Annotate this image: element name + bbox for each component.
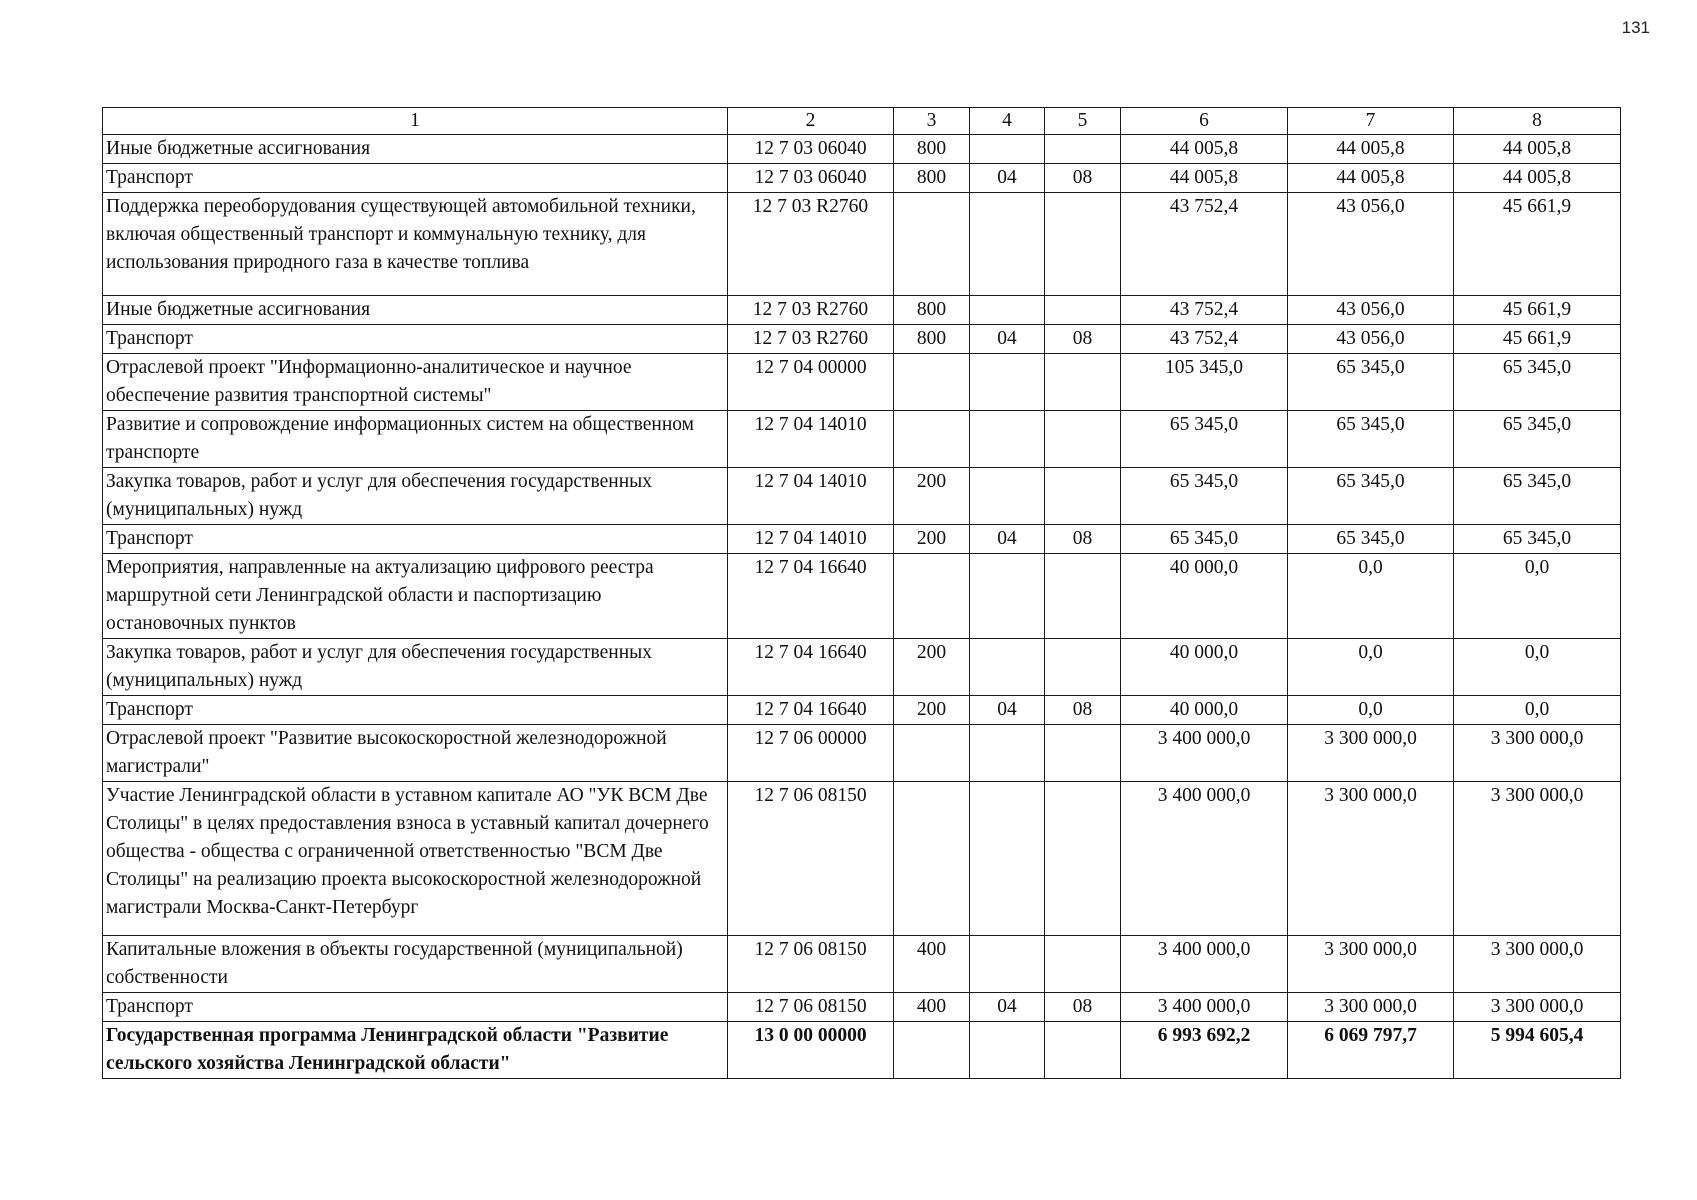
amount-col6-cell: 3 400 000,0 — [1121, 725, 1288, 782]
target-article-code-cell: 13 0 00 00000 — [728, 1022, 894, 1079]
target-article-code-cell: 12 7 04 14010 — [728, 525, 894, 554]
amount-col8-cell: 3 300 000,0 — [1454, 936, 1621, 993]
amount-col7-cell: 65 345,0 — [1288, 468, 1454, 525]
section-cell — [970, 354, 1045, 411]
section-cell — [970, 193, 1045, 296]
table-row — [103, 993, 1621, 1022]
amount-col6-cell: 3 400 000,0 — [1121, 936, 1288, 993]
expense-type-cell — [894, 354, 970, 411]
row-name-cell: Транспорт — [103, 696, 728, 725]
column-header-1: 1 — [103, 108, 728, 135]
subsection-cell: 08 — [1045, 325, 1121, 354]
amount-col6-cell: 44 005,8 — [1121, 164, 1288, 193]
amount-col6-cell: 65 345,0 — [1121, 468, 1288, 525]
section-cell: 04 — [970, 325, 1045, 354]
amount-col7-cell: 44 005,8 — [1288, 135, 1454, 164]
expense-type-cell: 200 — [894, 468, 970, 525]
amount-col8-cell: 65 345,0 — [1454, 354, 1621, 411]
row-name-cell: Государственная программа Ленинградской области "Развитие сельского хозяйства Ленинградской области" — [103, 1022, 728, 1079]
expense-type-cell — [894, 1022, 970, 1079]
amount-col6-cell: 40 000,0 — [1121, 554, 1288, 639]
expense-type-cell: 400 — [894, 993, 970, 1022]
subsection-cell — [1045, 936, 1121, 993]
table-row — [103, 325, 1621, 354]
subsection-cell — [1045, 135, 1121, 164]
amount-col6-cell: 65 345,0 — [1121, 525, 1288, 554]
amount-col8-cell: 3 300 000,0 — [1454, 725, 1621, 782]
page-number: 131 — [1621, 18, 1650, 37]
row-name-cell: Отраслевой проект "Информационно-аналитическое и научное обеспечение развития транспортной системы" — [103, 354, 728, 411]
subsection-cell — [1045, 725, 1121, 782]
table-row — [103, 1022, 1621, 1079]
amount-col7-cell: 6 069 797,7 — [1288, 1022, 1454, 1079]
row-name-cell: Поддержка переоборудования существующей автомобильной техники, включая общественный транспорт и коммунальную технику, для использования природного газа в качестве топлива — [103, 193, 728, 296]
subsection-cell: 08 — [1045, 164, 1121, 193]
amount-col6-cell: 43 752,4 — [1121, 325, 1288, 354]
section-cell — [970, 725, 1045, 782]
subsection-cell — [1045, 554, 1121, 639]
amount-col6-cell: 3 400 000,0 — [1121, 993, 1288, 1022]
table-row — [103, 696, 1621, 725]
expense-type-cell: 200 — [894, 696, 970, 725]
amount-col6-cell: 105 345,0 — [1121, 354, 1288, 411]
section-cell — [970, 936, 1045, 993]
expense-type-cell — [894, 193, 970, 296]
section-cell — [970, 296, 1045, 325]
amount-col7-cell: 44 005,8 — [1288, 164, 1454, 193]
section-cell: 04 — [970, 525, 1045, 554]
amount-col6-cell: 6 993 692,2 — [1121, 1022, 1288, 1079]
section-cell — [970, 1022, 1045, 1079]
amount-col7-cell: 0,0 — [1288, 696, 1454, 725]
row-name-cell: Отраслевой проект "Развитие высокоскоростной железнодорожной магистрали" — [103, 725, 728, 782]
amount-col7-cell: 65 345,0 — [1288, 411, 1454, 468]
amount-col8-cell: 45 661,9 — [1454, 296, 1621, 325]
target-article-code-cell: 12 7 03 R2760 — [728, 325, 894, 354]
expense-type-cell: 800 — [894, 296, 970, 325]
target-article-code-cell: 12 7 03 06040 — [728, 164, 894, 193]
section-cell — [970, 782, 1045, 936]
row-name-cell: Транспорт — [103, 525, 728, 554]
row-name-cell: Транспорт — [103, 325, 728, 354]
expense-type-cell: 800 — [894, 164, 970, 193]
expense-type-cell: 200 — [894, 639, 970, 696]
amount-col7-cell: 43 056,0 — [1288, 325, 1454, 354]
amount-col8-cell: 65 345,0 — [1454, 468, 1621, 525]
target-article-code-cell: 12 7 03 R2760 — [728, 296, 894, 325]
section-cell — [970, 554, 1045, 639]
amount-col6-cell: 43 752,4 — [1121, 296, 1288, 325]
row-name-cell: Закупка товаров, работ и услуг для обеспечения государственных (муниципальных) нужд — [103, 639, 728, 696]
table-row — [103, 725, 1621, 782]
target-article-code-cell: 12 7 04 16640 — [728, 696, 894, 725]
section-cell — [970, 468, 1045, 525]
column-header-8: 8 — [1454, 108, 1621, 135]
subsection-cell — [1045, 193, 1121, 296]
section-cell — [970, 411, 1045, 468]
amount-col7-cell: 43 056,0 — [1288, 296, 1454, 325]
section-cell: 04 — [970, 164, 1045, 193]
row-name-cell: Участие Ленинградской области в уставном капитале АО "УК ВСМ Две Столицы" в целях предоставления взноса в уставный капитал дочернего общества - общества с ограниченной ответственностью "ВСМ Две Столицы" на реализацию проекта высокоскоростной железнодорожной магистрали Москва-Санкт-Петербург — [103, 782, 728, 936]
amount-col6-cell: 40 000,0 — [1121, 639, 1288, 696]
amount-col7-cell: 0,0 — [1288, 639, 1454, 696]
subsection-cell — [1045, 296, 1121, 325]
row-name-cell: Иные бюджетные ассигнования — [103, 296, 728, 325]
table-row — [103, 411, 1621, 468]
subsection-cell — [1045, 411, 1121, 468]
target-article-code-cell: 12 7 04 00000 — [728, 354, 894, 411]
amount-col8-cell: 45 661,9 — [1454, 193, 1621, 296]
column-header-4: 4 — [970, 108, 1045, 135]
table-row — [103, 782, 1621, 936]
target-article-code-cell: 12 7 06 08150 — [728, 936, 894, 993]
amount-col7-cell: 3 300 000,0 — [1288, 993, 1454, 1022]
column-header-7: 7 — [1288, 108, 1454, 135]
subsection-cell — [1045, 354, 1121, 411]
row-name-cell: Капитальные вложения в объекты государственной (муниципальной) собственности — [103, 936, 728, 993]
target-article-code-cell: 12 7 04 14010 — [728, 411, 894, 468]
target-article-code-cell: 12 7 06 08150 — [728, 782, 894, 936]
amount-col8-cell: 45 661,9 — [1454, 325, 1621, 354]
expense-type-cell — [894, 725, 970, 782]
table-row — [103, 936, 1621, 993]
row-name-cell: Транспорт — [103, 164, 728, 193]
table-row — [103, 296, 1621, 325]
expense-type-cell: 200 — [894, 525, 970, 554]
subsection-cell — [1045, 639, 1121, 696]
subsection-cell — [1045, 468, 1121, 525]
row-name-cell: Иные бюджетные ассигнования — [103, 135, 728, 164]
table-row — [103, 354, 1621, 411]
table-row — [103, 554, 1621, 639]
amount-col7-cell: 0,0 — [1288, 554, 1454, 639]
amount-col8-cell: 44 005,8 — [1454, 164, 1621, 193]
expense-type-cell: 800 — [894, 135, 970, 164]
subsection-cell: 08 — [1045, 993, 1121, 1022]
expense-type-cell: 800 — [894, 325, 970, 354]
column-header-6: 6 — [1121, 108, 1288, 135]
column-header-5: 5 — [1045, 108, 1121, 135]
target-article-code-cell: 12 7 03 06040 — [728, 135, 894, 164]
table-row — [103, 135, 1621, 164]
expense-type-cell — [894, 411, 970, 468]
section-cell: 04 — [970, 696, 1045, 725]
amount-col6-cell: 44 005,8 — [1121, 135, 1288, 164]
amount-col8-cell: 65 345,0 — [1454, 411, 1621, 468]
subsection-cell — [1045, 1022, 1121, 1079]
target-article-code-cell: 12 7 06 00000 — [728, 725, 894, 782]
column-number-header-row — [103, 108, 1621, 135]
table-row — [103, 468, 1621, 525]
amount-col8-cell: 44 005,8 — [1454, 135, 1621, 164]
subsection-cell — [1045, 782, 1121, 936]
amount-col7-cell: 3 300 000,0 — [1288, 782, 1454, 936]
table-row — [103, 639, 1621, 696]
amount-col8-cell: 3 300 000,0 — [1454, 993, 1621, 1022]
budget-table-body — [103, 135, 1621, 1079]
amount-col7-cell: 3 300 000,0 — [1288, 725, 1454, 782]
amount-col6-cell: 43 752,4 — [1121, 193, 1288, 296]
amount-col8-cell: 65 345,0 — [1454, 525, 1621, 554]
table-row — [103, 193, 1621, 296]
amount-col7-cell: 3 300 000,0 — [1288, 936, 1454, 993]
amount-col8-cell: 0,0 — [1454, 696, 1621, 725]
amount-col7-cell: 65 345,0 — [1288, 525, 1454, 554]
amount-col8-cell: 0,0 — [1454, 639, 1621, 696]
target-article-code-cell: 12 7 04 16640 — [728, 554, 894, 639]
amount-col7-cell: 65 345,0 — [1288, 354, 1454, 411]
row-name-cell: Транспорт — [103, 993, 728, 1022]
target-article-code-cell: 12 7 04 14010 — [728, 468, 894, 525]
amount-col7-cell: 43 056,0 — [1288, 193, 1454, 296]
column-header-3: 3 — [894, 108, 970, 135]
subsection-cell: 08 — [1045, 525, 1121, 554]
section-cell: 04 — [970, 993, 1045, 1022]
section-cell — [970, 639, 1045, 696]
amount-col8-cell: 3 300 000,0 — [1454, 782, 1621, 936]
column-header-2: 2 — [728, 108, 894, 135]
budget-table — [102, 107, 1621, 1079]
amount-col6-cell: 40 000,0 — [1121, 696, 1288, 725]
target-article-code-cell: 12 7 03 R2760 — [728, 193, 894, 296]
amount-col6-cell: 65 345,0 — [1121, 411, 1288, 468]
table-row — [103, 525, 1621, 554]
expense-type-cell — [894, 782, 970, 936]
subsection-cell: 08 — [1045, 696, 1121, 725]
target-article-code-cell: 12 7 06 08150 — [728, 993, 894, 1022]
amount-col8-cell: 5 994 605,4 — [1454, 1022, 1621, 1079]
row-name-cell: Мероприятия, направленные на актуализацию цифрового реестра маршрутной сети Ленинградской области и паспортизацию остановочных пунктов — [103, 554, 728, 639]
expense-type-cell — [894, 554, 970, 639]
row-name-cell: Закупка товаров, работ и услуг для обеспечения государственных (муниципальных) нужд — [103, 468, 728, 525]
section-cell — [970, 135, 1045, 164]
amount-col8-cell: 0,0 — [1454, 554, 1621, 639]
amount-col6-cell: 3 400 000,0 — [1121, 782, 1288, 936]
row-name-cell: Развитие и сопровождение информационных систем на общественном транспорте — [103, 411, 728, 468]
table-row — [103, 164, 1621, 193]
target-article-code-cell: 12 7 04 16640 — [728, 639, 894, 696]
expense-type-cell: 400 — [894, 936, 970, 993]
